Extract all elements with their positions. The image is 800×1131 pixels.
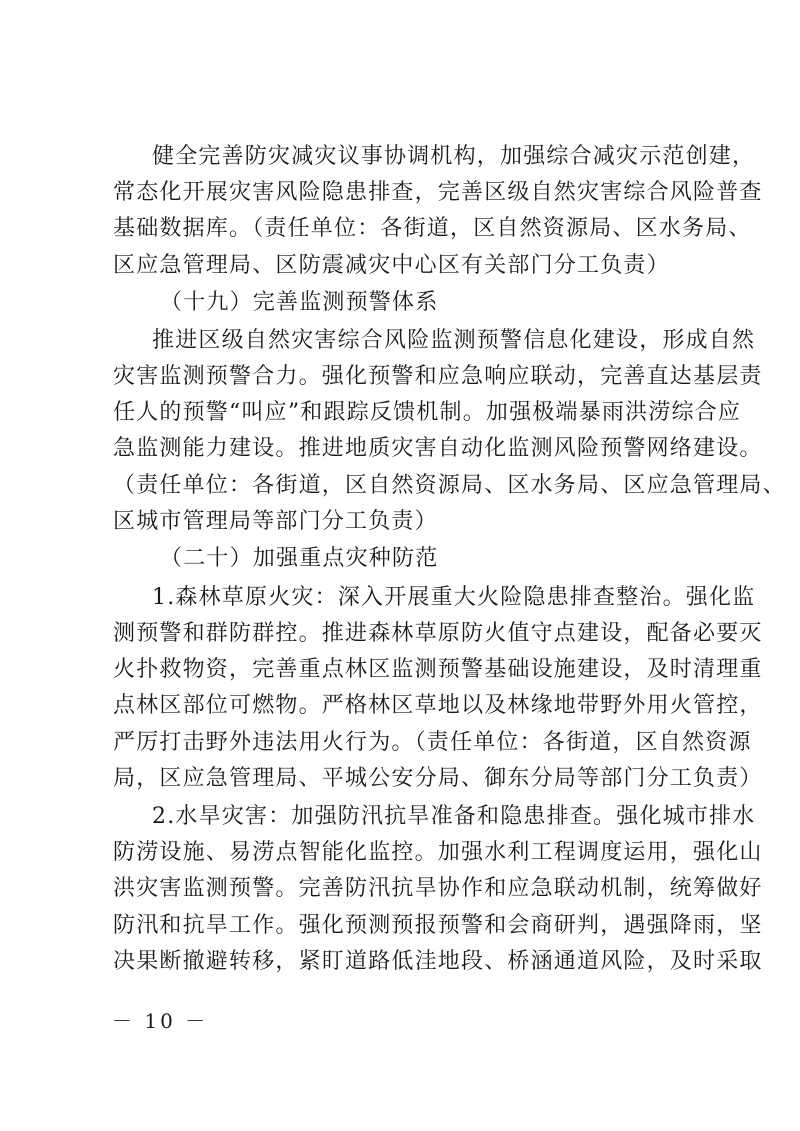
paragraph-line: 洪灾害监测预警。完善防汛抗旱协作和应急联动机制，统筹做好	[113, 876, 763, 901]
paragraph-line: 基础数据库。（责任单位：各街道，区自然资源局、区水务局、	[113, 216, 752, 241]
paragraph-line: 健全完善防灾减灾议事协调机构，加强综合减灾示范创建，	[152, 144, 756, 169]
paragraph-line: （责任单位：各街道，区自然资源局、区水务局、区应急管理局、	[113, 473, 786, 498]
paragraph-line: 任人的预警“叫应”和跟踪反馈机制。加强极端暴雨洪涝综合应	[113, 400, 742, 425]
paragraph-line: 测预警和群防群控。推进森林草原防火值守点建设，配备必要灭	[113, 621, 763, 646]
paragraph-line: 灾害监测预警合力。强化预警和应急响应联动，完善直达基层责	[113, 364, 763, 389]
paragraph-line: 防汛和抗旱工作。强化预测预报预警和会商研判，遇强降雨，坚	[113, 913, 763, 938]
paragraph-line: 常态化开展灾害风险隐患排查，完善区级自然灾害综合风险普查	[113, 180, 763, 205]
paragraph-line: 1.森林草原火灾：深入开展重大火险隐患排查整治。强化监	[152, 585, 756, 610]
paragraph-line: 局，区应急管理局、平城公安分局、御东分局等部门分工负责）	[113, 766, 763, 791]
paragraph-line: 点林区部位可燃物。严格林区草地以及林缘地带野外用火管控，	[113, 693, 763, 718]
section-heading: （二十）加强重点灾种防范	[160, 546, 439, 571]
paragraph-line: 防涝设施、易涝点智能化监控。加强水利工程调度运用，强化山	[113, 840, 763, 865]
paragraph-line: 决果断撤避转移，紧盯道路低洼地段、桥涵通道风险，及时采取	[113, 949, 763, 974]
paragraph-line: 急监测能力建设。推进地质灾害自动化监测风险预警网络建设。	[113, 436, 763, 461]
paragraph-line: 严厉打击野外违法用火行为。（责任单位：各街道，区自然资源	[113, 730, 752, 755]
paragraph-line: 2.水旱灾害：加强防汛抗旱准备和隐患排查。强化城市排水	[152, 804, 756, 829]
paragraph-line: 区城市管理局等部门分工负责）	[113, 509, 438, 534]
paragraph-line: 区应急管理局、区防震减灾中心区有关部门分工负责）	[113, 253, 670, 278]
paragraph-line: 推进区级自然灾害综合风险监测预警信息化建设，形成自然	[152, 328, 756, 353]
paragraph-line: 火扑救物资，完善重点林区监测预警基础设施建设，及时清理重	[113, 657, 763, 682]
section-heading: （十九）完善监测预警体系	[160, 290, 439, 315]
page-number: － 10 －	[112, 1009, 209, 1033]
